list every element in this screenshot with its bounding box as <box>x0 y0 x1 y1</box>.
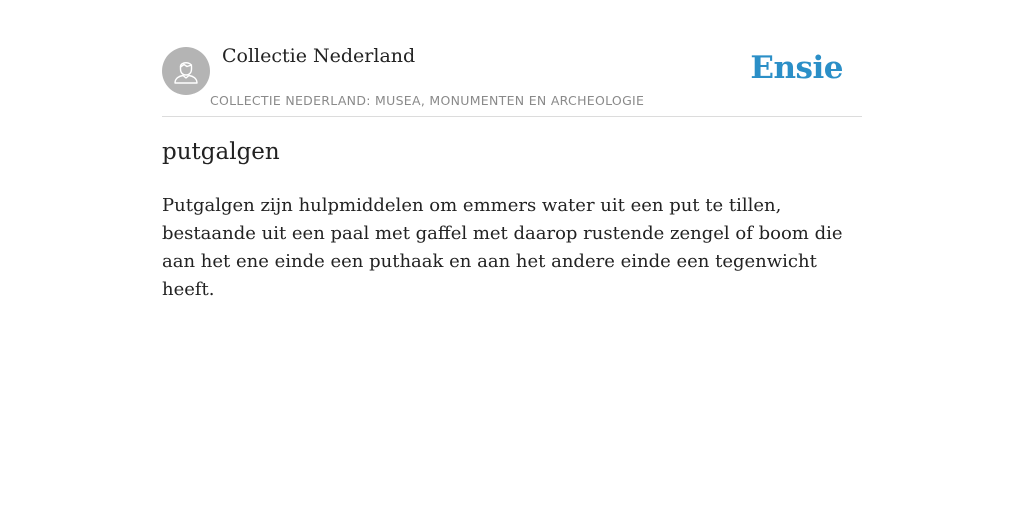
user-icon <box>170 55 202 87</box>
ensie-logo[interactable]: Ensie <box>750 50 843 86</box>
author-name[interactable]: Collectie Nederland <box>222 45 416 67</box>
entry-header <box>162 0 862 117</box>
entry-definition: Putgalgen zijn hulpmiddelen om emmers water uit een put te tillen, bestaande uit een paal met gaffel met daarop rustende zengel of boom die aan het ene einde een puthaak en aan het andere einde een tegenwicht heeft. <box>162 195 843 300</box>
author-avatar[interactable] <box>162 47 210 95</box>
source-label[interactable]: COLLECTIE NEDERLAND: MUSEA, MONUMENTEN EN ARCHEOLOGIE <box>210 93 645 108</box>
entry-title: putgalgen <box>162 139 280 165</box>
